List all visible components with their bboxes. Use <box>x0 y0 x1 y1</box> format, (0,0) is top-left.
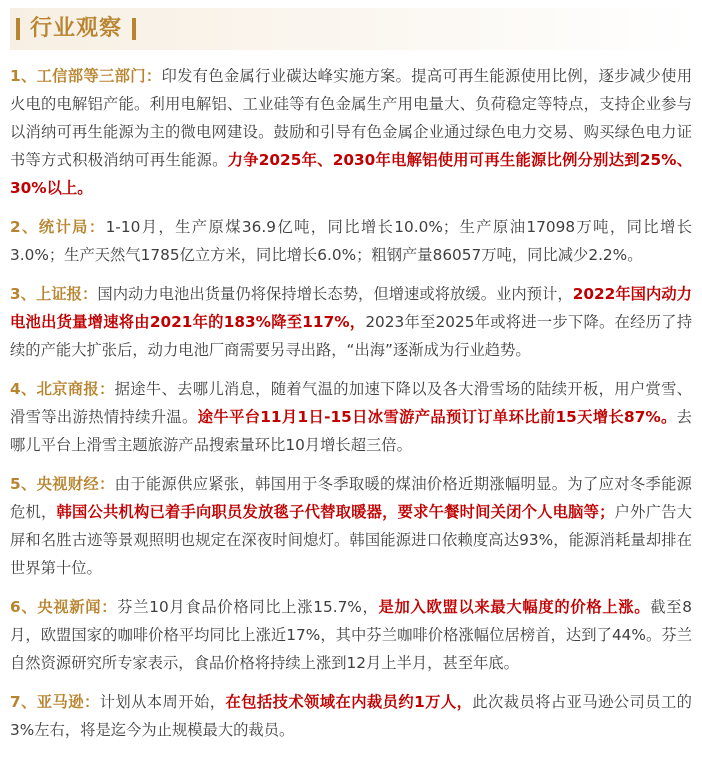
item-text: 据途牛、去哪儿消息，随着气温的加速下降以及各大滑雪场的陆续开板，用户赏雪、滑雪等出游热情持续升温。 <box>10 380 692 426</box>
news-item-4 <box>10 375 692 459</box>
item-highlight: 韩国公共机构已着手向职员发放毯子代替取暖器，要求午餐时间关闭个人电脑等； <box>56 503 615 521</box>
item-text-tail: 去哪儿平台上滑雪主题旅游产品搜索量环比10月增长超三倍。 <box>10 408 692 454</box>
item-highlight: 在包括技术领域在内裁员约1万人， <box>225 693 473 711</box>
item-source-label: 4、北京商报： <box>10 380 115 398</box>
item-source-label: 3、上证报： <box>10 285 98 303</box>
item-text: 由于能源供应紧张，韩国用于冬季取暖的煤油价格近期涨幅明显。为了应对冬季能源危机， <box>10 475 692 521</box>
item-source-label: 1、工信部等三部门： <box>10 67 162 85</box>
item-text: 芬兰10月食品价格同比上涨15.7%， <box>117 598 379 616</box>
item-source-label: 6、央视新闻： <box>10 598 118 616</box>
item-highlight: 力争2025年、2030年电解铝使用可再生能源比例分别达到25%、30%以上。 <box>10 151 692 197</box>
section-header <box>10 8 692 50</box>
news-item-1 <box>10 62 692 202</box>
news-item-2 <box>10 213 692 269</box>
item-text-tail: 截至8月，欧盟国家的咖啡价格平均同比上涨近17%，其中芬兰咖啡价格涨幅位居榜首，达到了44%。芬兰自然资源研究所专家表示，食品价格将持续上涨到12月上半月，甚至年底。 <box>10 598 692 672</box>
news-item-5 <box>10 470 692 582</box>
item-text-tail: 户外广告大屏和名胜古迹等景观照明也规定在深夜时间熄灯。韩国能源进口依赖度高达93%，能源消耗量却排在世界第十位。 <box>10 503 692 577</box>
item-text-tail: 2023年至2025年或将进一步下降。在经历了持续的产能大扩张后，动力电池厂商需要另寻出路，“出海”逐渐成为行业趋势。 <box>10 313 692 359</box>
section-title: 行业观察 <box>30 16 123 41</box>
item-highlight: 是加入欧盟以来最大幅度的价格上涨。 <box>378 598 651 616</box>
item-text: 1-10月，生产原煤36.9亿吨，同比增长10.0%；生产原油17098万吨，同比增长3.0%；生产天然气1785亿立方米，同比增长6.0%；粗钢产量86057万吨，同比减少2.2%。 <box>10 218 692 264</box>
item-text-tail: 此次裁员将占亚马逊公司员工的3%左右，将是迄今为止规模最大的裁员。 <box>10 693 692 739</box>
item-source-label: 2、统计局： <box>10 218 106 236</box>
news-item-7 <box>10 688 692 744</box>
news-item-3 <box>10 280 692 364</box>
header-right-bar <box>132 18 136 40</box>
item-highlight: 途牛平台11月1日-15日冰雪游产品预订订单环比前15天增长87%。 <box>197 408 677 426</box>
item-text: 计划从本周开始， <box>99 693 226 711</box>
news-item-6 <box>10 593 692 677</box>
item-highlight: 2022年国内动力电池出货量增速将由2021年的183%降至117%， <box>10 285 692 331</box>
item-source-label: 7、亚马逊： <box>10 693 100 711</box>
item-source-label: 5、央视财经： <box>10 475 115 493</box>
item-text: 印发有色金属行业碳达峰实施方案。提高可再生能源使用比例，逐步减少使用火电的电解铝产能。利用电解铝、工业硅等有色金属生产用电量大、负荷稳定等特点，支持企业参与以消纳可再生能源为主的微电网建设。鼓励和引导有色金属企业通过绿色电力交易、购买绿色电力证书等方式积极消纳可再生能源。 <box>10 67 692 169</box>
item-text: 国内动力电池出货量仍将保持增长态势，但增速或将放缓。业内预计， <box>97 285 573 303</box>
header-left-bar <box>16 18 20 40</box>
